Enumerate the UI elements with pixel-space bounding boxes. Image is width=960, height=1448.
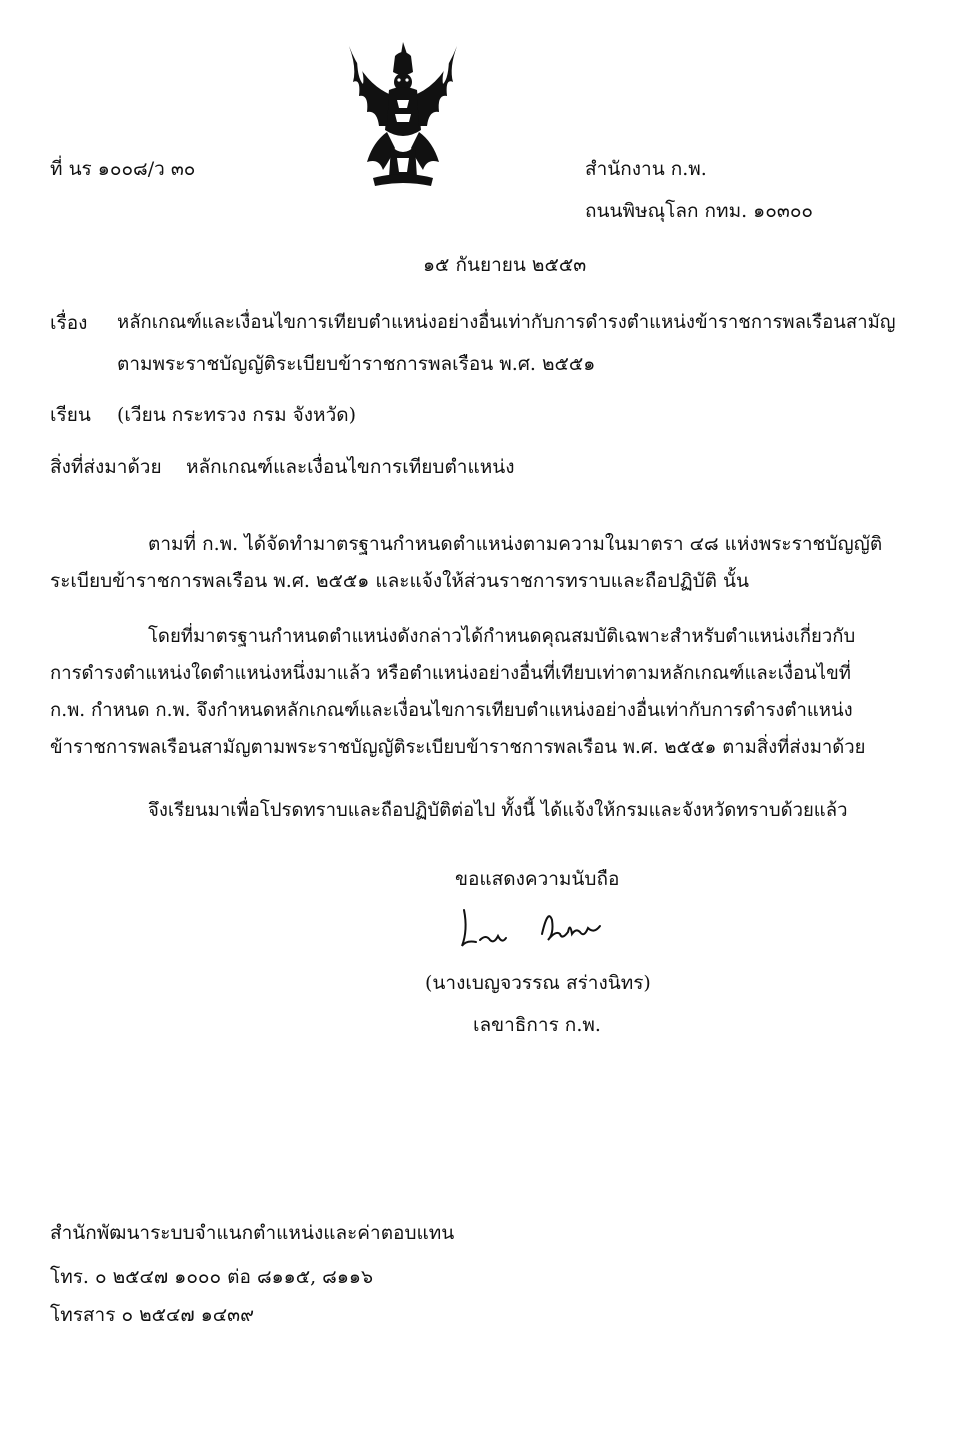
paragraph-line: ระเบียบข้าราชการพลเรือน พ.ศ. ๒๕๕๑ และแจ้งให้ส่วนราชการทราบและถือปฏิบัติ นั้น (50, 570, 750, 592)
enclosure-label: สิ่งที่ส่งมาด้วย (50, 456, 162, 478)
signatory-title: เลขาธิการ ก.พ. (473, 1014, 601, 1036)
paragraph-line: จึงเรียนมาเพื่อโปรดทราบและถือปฏิบัติต่อไป ทั้งนี้ ได้แจ้งให้กรมและจังหวัดทราบด้วยแล้ว (148, 800, 848, 821)
body-paragraph-1 (50, 526, 883, 600)
paragraph-line: โดยที่มาตรฐานกำหนดตำแหน่งดังกล่าวได้กำหนดคุณสมบัติเฉพาะสำหรับตำแหน่งเกี่ยวกับ (148, 626, 856, 647)
subject-line-2: ตามพระราชบัญญัติระเบียบข้าราชการพลเรือน พ.ศ. ๒๕๕๑ (117, 353, 596, 375)
to-label: เรียน (50, 404, 91, 426)
footer-phone: โทร. ๐ ๒๕๔๗ ๑๐๐๐ ต่อ ๘๑๑๕, ๘๑๑๖ (50, 1266, 374, 1288)
footer-unit: สำนักพัฒนาระบบจำแนกตำแหน่งและค่าตอบแทน (50, 1222, 455, 1244)
closing-regards: ขอแสดงความนับถือ (455, 868, 620, 890)
footer-fax: โทรสาร ๐ ๒๕๔๗ ๑๔๓๙ (50, 1304, 255, 1326)
garuda-emblem-icon (343, 38, 463, 190)
reference-number: ที่ นร ๑๐๐๘/ว ๓๐ (50, 158, 196, 180)
paragraph-line: การดำรงตำแหน่งใดตำแหน่งหนึ่งมาแล้ว หรือตำแหน่งอย่างอื่นที่เทียบเท่าตามหลักเกณฑ์และเงื่อนไขที่ (50, 663, 851, 684)
subject-label: เรื่อง (50, 312, 88, 334)
body-paragraph-3 (50, 792, 880, 829)
letter-date: ๑๕ กันยายน ๒๕๕๓ (423, 254, 587, 276)
issuing-office: สำนักงาน ก.พ. (585, 158, 707, 180)
to-recipient: (เวียน กระทรวง กรม จังหวัด) (117, 404, 356, 426)
paragraph-line: ข้าราชการพลเรือนสามัญตามพระราชบัญญัติระเบียบข้าราชการพลเรือน พ.ศ. ๒๕๕๑ ตามสิ่งที่ส่งมาด้วย (50, 737, 866, 758)
paragraph-line: ตามที่ ก.พ. ได้จัดทำมาตรฐานกำหนดตำแหน่งตามความในมาตรา ๔๘ แห่งพระราชบัญญัติ (148, 533, 883, 555)
subject-line-1: หลักเกณฑ์และเงื่อนไขการเทียบตำแหน่งอย่างอื่นเท่ากับการดำรงตำแหน่งข้าราชการพลเรือนสามัญ (117, 312, 896, 333)
signatory-name: (นางเบญจวรรณ สร่างนิทร) (425, 972, 651, 994)
enclosure-value: หลักเกณฑ์และเงื่อนไขการเทียบตำแหน่ง (186, 456, 515, 478)
handwritten-signature (456, 900, 606, 952)
office-address: ถนนพิษณุโลก กทม. ๑๐๓๐๐ (585, 200, 814, 222)
paragraph-line: ก.พ. กำหนด ก.พ. จึงกำหนดหลักเกณฑ์และเงื่อนไขการเทียบตำแหน่งอย่างอื่นเท่ากับการดำรงตำแหน่ง (50, 700, 853, 721)
body-paragraph-2 (50, 618, 880, 766)
